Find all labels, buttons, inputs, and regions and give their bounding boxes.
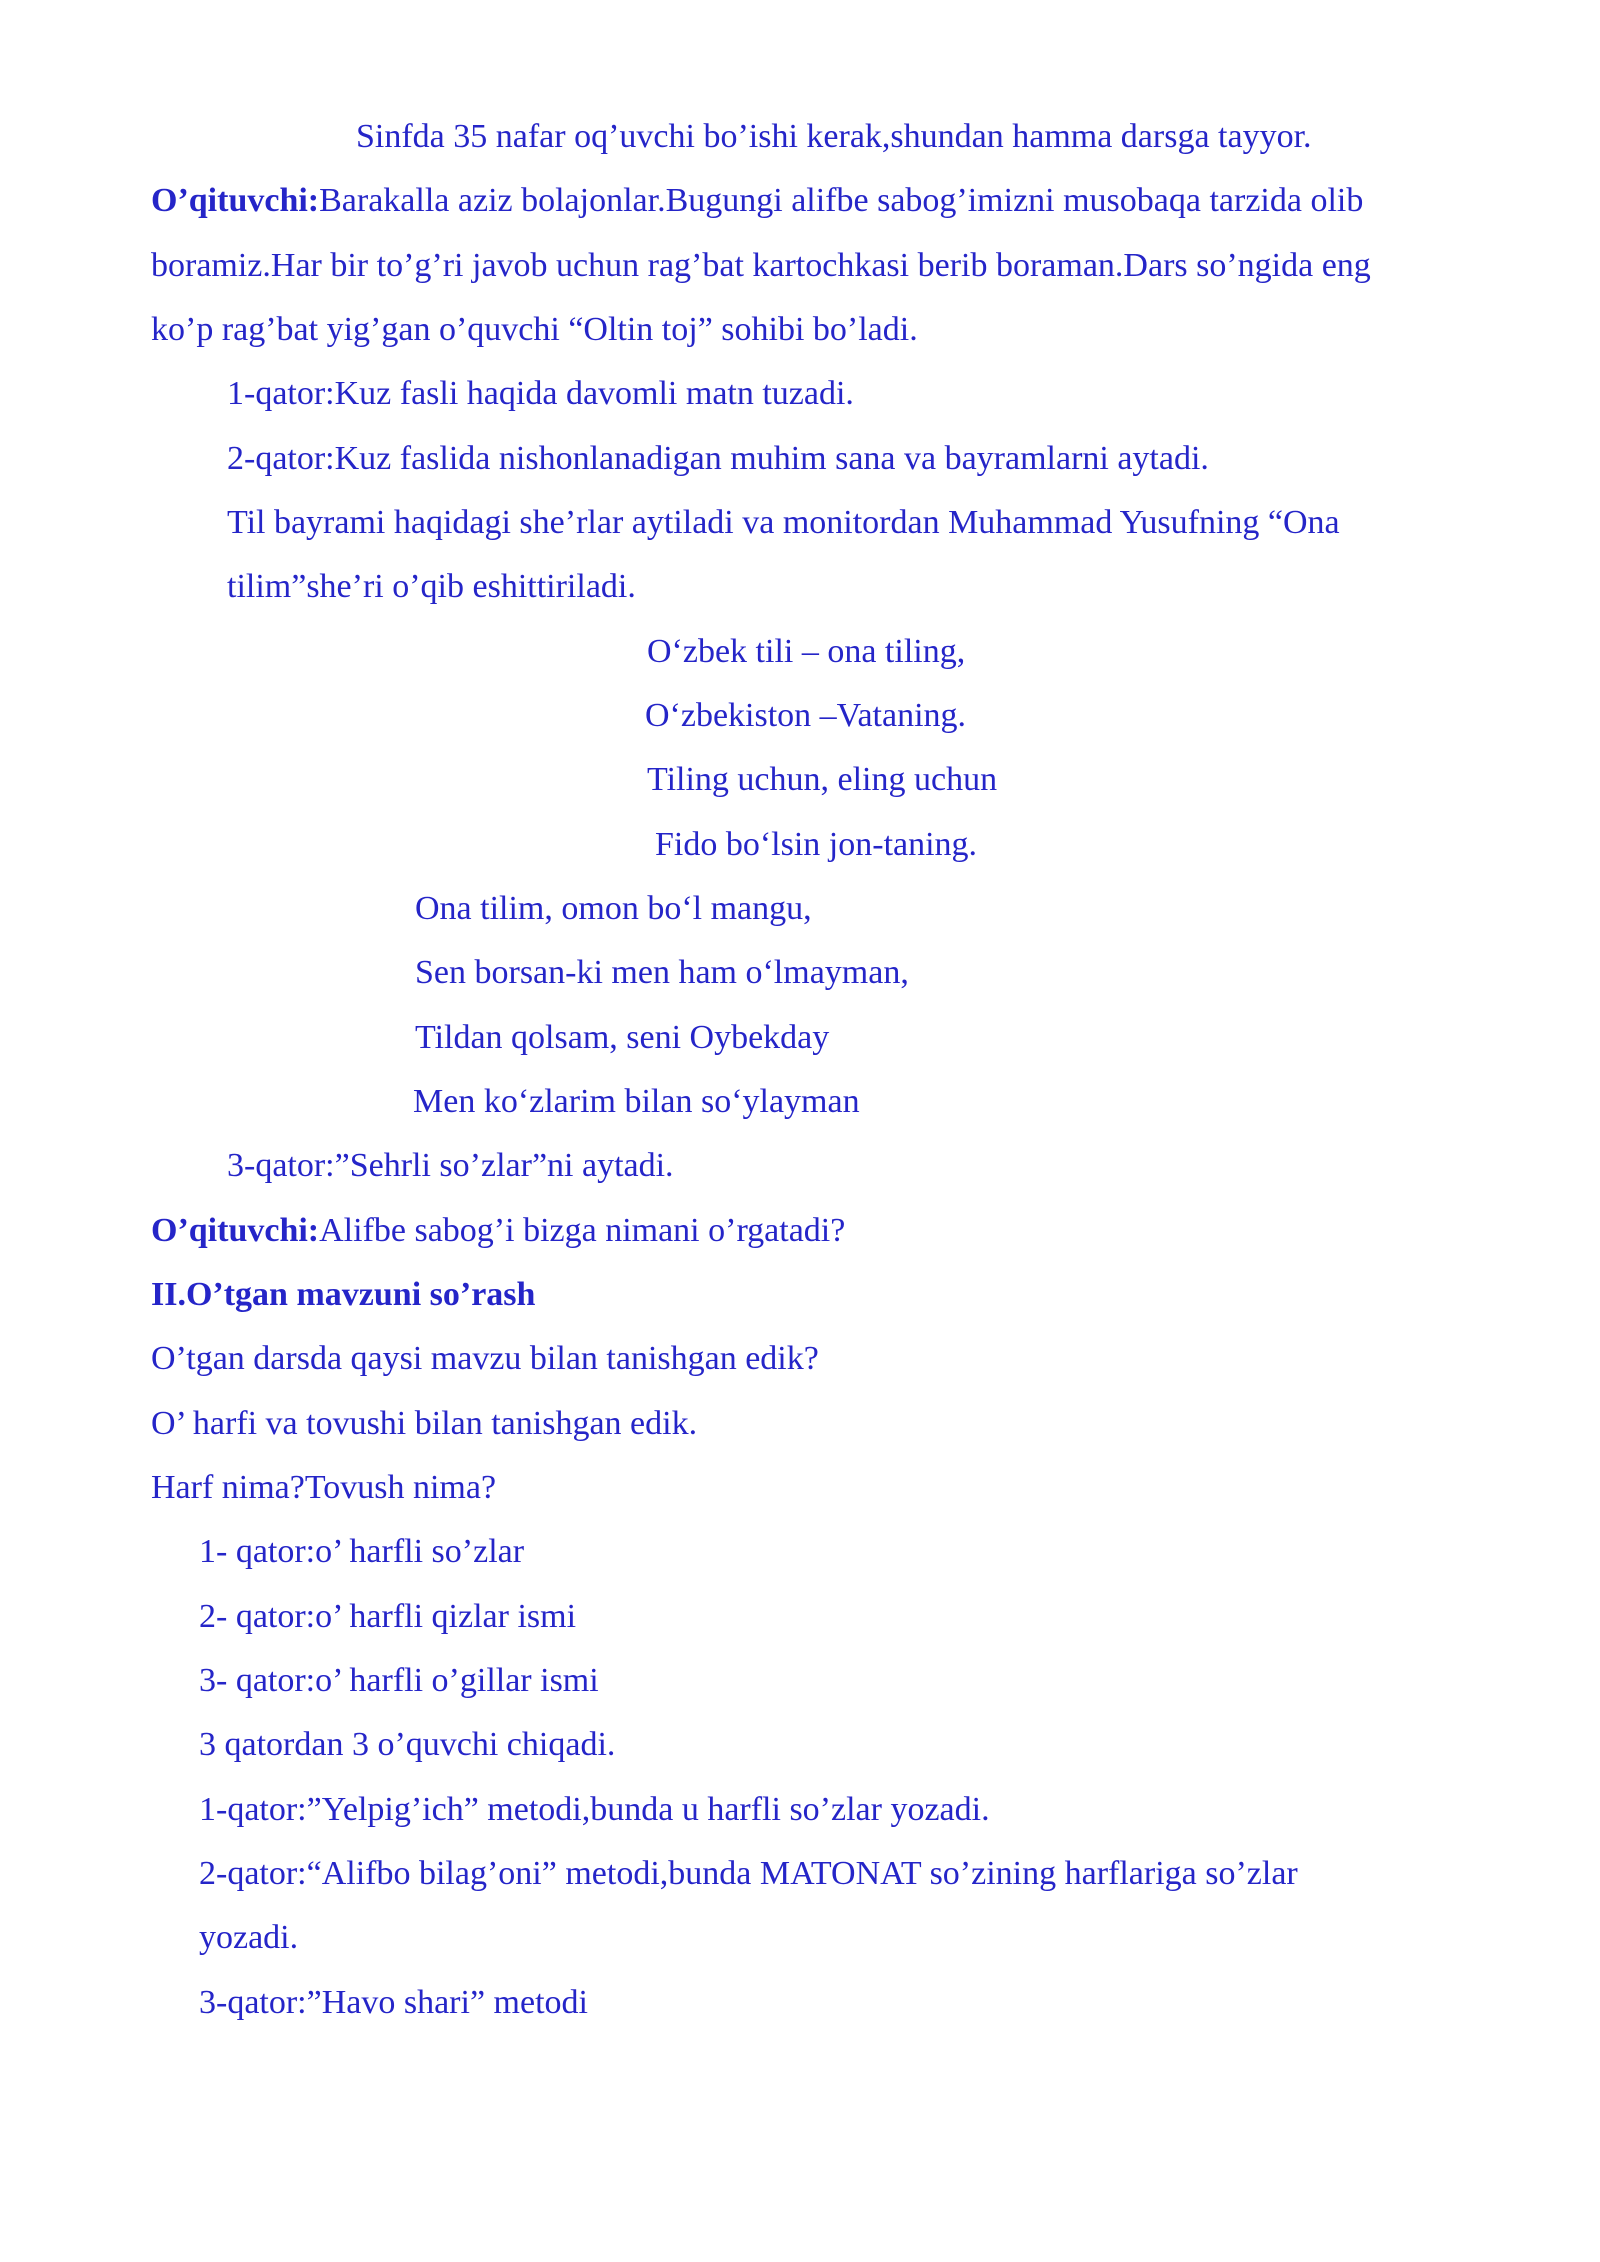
poem-line: Ona tilim, omon bo‘l mangu,	[415, 890, 812, 927]
poem-line: Tiling uchun, eling uchun	[647, 761, 998, 798]
text-line: 2-qator:“Alifbo bilag’oni” metodi,bunda MATONAT so’zining harflariga so’zlar	[199, 1855, 1298, 1892]
poem-line: Tildan qolsam, seni Oybekday	[415, 1019, 830, 1056]
list-item: 1- qator:o’ harfli so’zlar	[199, 1533, 525, 1570]
poem-line: O‘zbekiston –Vataning.	[645, 697, 967, 734]
speaker-text: Alifbe sabog’i bizga nimani o’rgatadi?	[319, 1212, 846, 1249]
list-item: 3- qator:o’ harfli o’gillar ismi	[199, 1662, 599, 1699]
speaker-label: O’qituvchi:	[151, 182, 320, 219]
speaker-label: O’qituvchi:	[151, 1212, 320, 1249]
text-line: boramiz.Har bir to’g’ri javob uchun rag’bat kartochkasi berib boraman.Dars so’ngida eng	[151, 247, 1371, 284]
text-line	[151, 1211, 845, 1251]
text-line: O’tgan darsda qaysi mavzu bilan tanishgan edik?	[151, 1340, 819, 1377]
text-line: yozadi.	[199, 1919, 299, 1956]
speaker-text: Barakalla aziz bolajonlar.Bugungi alifbe sabog’imizni musobaqa tarzida olib	[319, 182, 1364, 219]
poem-line: Fido bo‘lsin jon-taning.	[655, 826, 978, 863]
poem-line: Sen borsan-ki men ham o‘lmayman,	[415, 954, 909, 991]
text-line: O’ harfi va tovushi bilan tanishgan edik.	[151, 1405, 698, 1442]
section-heading: II.O’tgan mavzuni so’rash	[151, 1276, 536, 1313]
text-line: 2-qator:Kuz faslida nishonlanadigan muhim sana va bayramlarni aytadi.	[227, 440, 1209, 477]
text-line: Harf nima?Tovush nima?	[151, 1469, 497, 1506]
text-line: 3-qator:”Sehrli so’zlar”ni aytadi.	[227, 1147, 674, 1184]
text-line: 3 qatordan 3 o’quvchi chiqadi.	[199, 1726, 616, 1763]
text-line: 1-qator:Kuz fasli haqida davomli matn tuzadi.	[227, 375, 854, 412]
list-item: 2- qator:o’ harfli qizlar ismi	[199, 1598, 577, 1635]
text-line: Til bayrami haqidagi she’rlar aytiladi va monitordan Muhammad Yusufning “Ona	[227, 504, 1340, 541]
text-line: 1-qator:”Yelpig’ich” metodi,bunda u harfli so’zlar yozadi.	[199, 1791, 990, 1828]
text-line: tilim”she’ri o’qib eshittiriladi.	[227, 568, 636, 605]
text-line: Sinfda 35 nafar oq’uvchi bo’ishi kerak,shundan hamma darsga tayyor.	[356, 118, 1312, 155]
text-line: ko’p rag’bat yig’gan o’quvchi “Oltin toj” sohibi bo’ladi.	[151, 311, 918, 348]
poem-line: Men ko‘zlarim bilan so‘ylayman	[413, 1083, 860, 1120]
poem-line: O‘zbek tili – ona tiling,	[647, 633, 966, 670]
text-line	[151, 181, 1363, 221]
text-line: 3-qator:”Havo shari” metodi	[199, 1984, 588, 2021]
